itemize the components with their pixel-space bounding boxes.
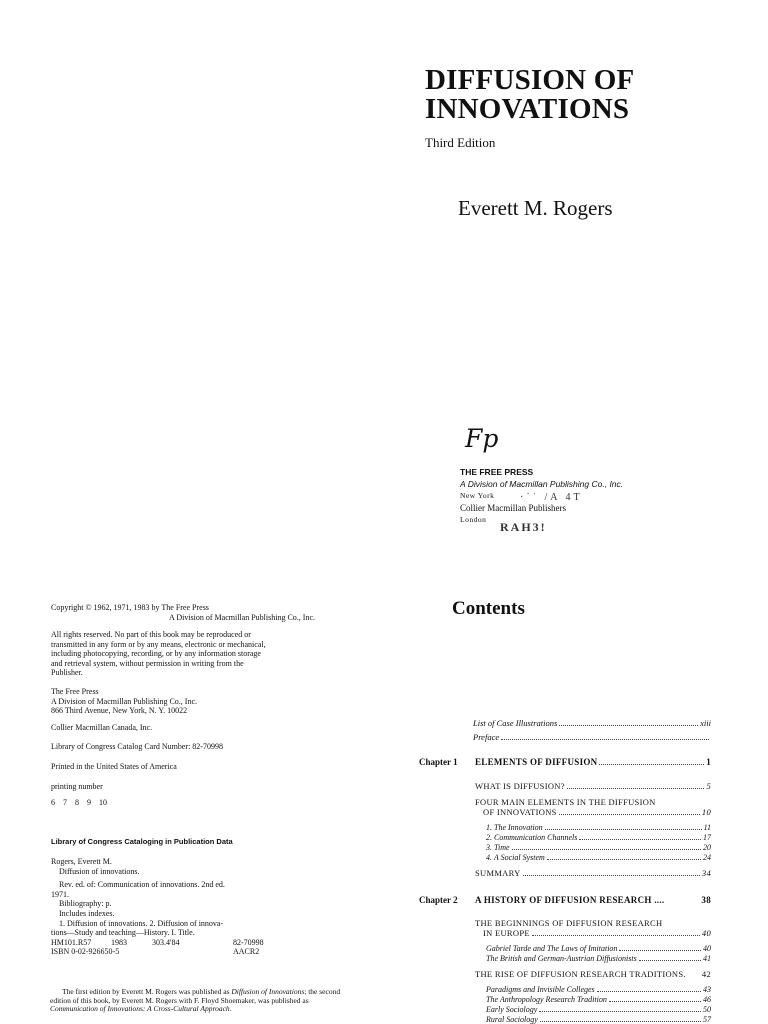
toc-entry-label: IN EUROPE <box>483 928 530 938</box>
toc-subentry[interactable] <box>486 995 711 1004</box>
toc-leader-dots <box>545 829 702 830</box>
footnote-part: Communication of Innovations: A Cross-Cultural Approach. <box>50 1004 232 1014</box>
toc-entry-page: 20 <box>703 843 711 852</box>
toc-entry-label: The Anthropology Research Tradition <box>486 995 607 1004</box>
toc-subentry[interactable] <box>486 823 711 832</box>
toc-entry-page: 38 <box>701 895 711 905</box>
cip-line: Rev. ed. of: Communication of innovations. 2nd ed. <box>59 880 225 890</box>
cip-line: 1971. <box>51 889 69 899</box>
cip-line: tions—Study and teaching—History. I. Title. <box>51 928 195 938</box>
toc-entry-page: 10 <box>701 807 711 817</box>
toc-leader-dots <box>609 1001 701 1002</box>
cip-data <box>51 857 331 957</box>
toc-subentry[interactable] <box>486 1015 711 1024</box>
cip-line: Bibliography: p. <box>59 899 112 909</box>
toc-entry-label: 3. Time <box>486 843 510 852</box>
toc-entry-label: SUMMARY <box>475 868 521 878</box>
toc-subentry[interactable] <box>486 833 711 842</box>
cip-block <box>51 837 331 847</box>
toc-leader-dots <box>523 875 700 876</box>
toc-leader-dots <box>559 814 700 815</box>
toc-entry[interactable] <box>475 781 711 791</box>
footnote-part: The first edition by Everett M. Rogers was published as <box>62 987 232 996</box>
toc-entry[interactable] <box>475 969 711 979</box>
book-title-line-2: INNOVATIONS <box>425 93 630 125</box>
address-line: The Free Press <box>51 687 99 696</box>
copyright-notice <box>51 603 331 622</box>
toc-entry-page: 57 <box>703 1015 711 1024</box>
toc-subentry[interactable] <box>486 843 711 852</box>
library-stamp-2: RAH3! <box>500 520 547 534</box>
toc-entry-page: 50 <box>703 1005 711 1014</box>
cip-isbn-row <box>51 947 331 957</box>
toc-entry-label: FOUR MAIN ELEMENTS IN THE DIFFUSION <box>475 797 656 807</box>
rights-line: transmitted in any form or by any means, electronic or mechanical, <box>51 639 266 649</box>
toc-entry-page: 41 <box>703 954 711 963</box>
toc-entry-page: 40 <box>703 944 711 953</box>
copyright-line-1: Copyright © 1962, 1971, 1983 by The Free Press <box>51 603 209 612</box>
publisher-city-1: New York <box>460 491 495 500</box>
toc-leader-dots <box>579 839 701 840</box>
publisher-city-2: London <box>460 515 487 524</box>
toc-entry-page: 46 <box>703 995 711 1004</box>
toc-entry-label: A HISTORY OF DIFFUSION RESEARCH .... <box>475 895 665 905</box>
cip-cell: 82-70998 <box>233 937 264 947</box>
toc-entry-label: OF INNOVATIONS <box>483 807 557 817</box>
toc-entry-label: The British and German-Austrian Diffusionists <box>486 954 637 963</box>
toc-chapter-entry[interactable] <box>475 757 711 767</box>
toc-entry-page: 40 <box>701 928 711 938</box>
rights-statement <box>51 630 331 678</box>
toc-entry-label: THE BEGINNINGS OF DIFFUSION RESEARCH <box>475 918 663 928</box>
publisher-division: A Division of Macmillan Publishing Co., Inc. <box>460 479 624 489</box>
toc-leader-dots <box>501 739 709 740</box>
rights-line: Publisher. <box>51 668 83 678</box>
contents-heading: Contents <box>452 598 525 619</box>
toc-subentry[interactable] <box>486 954 711 963</box>
toc-entry-page: 42 <box>701 969 711 979</box>
toc-leader-dots <box>540 1021 701 1022</box>
printing-numbers: 6 7 8 9 10 <box>51 798 107 807</box>
toc-entry-label: Preface <box>473 732 500 742</box>
author-name: Everett M. Rogers <box>458 196 613 220</box>
toc-entry-label: THE RISE OF DIFFUSION RESEARCH TRADITIONS. <box>475 969 686 979</box>
toc-leader-dots <box>539 1011 701 1012</box>
toc-entry-page: 43 <box>703 985 711 994</box>
chapter-label: Chapter 2 <box>419 895 458 905</box>
cip-line: Rogers, Everett M. <box>51 857 112 866</box>
footnote-part: ; the second edition of this book, by Everett M. Rogers with F. Floyd Shoemaker, was published as <box>50 987 341 1005</box>
library-stamp-1: ·˙ˈ /A 4Ƭ <box>520 492 583 503</box>
toc-subentry[interactable] <box>486 853 711 862</box>
toc-subentry[interactable] <box>486 985 711 994</box>
toc-entry-label: 4. A Social System <box>486 853 545 862</box>
printed-in-line: Printed in the United States of America <box>51 762 177 771</box>
toc-entry-label: Rural Sociology <box>486 1015 538 1024</box>
toc-leader-dots <box>597 991 701 992</box>
toc-subentry[interactable] <box>486 944 711 953</box>
toc-chapter-entry[interactable] <box>475 895 711 905</box>
toc-subentry[interactable] <box>486 1005 711 1014</box>
toc-entry-page: 24 <box>703 853 711 862</box>
toc-leader-dots <box>619 950 701 951</box>
copyright-line-2: A Division of Macmillan Publishing Co., Inc. <box>169 612 315 622</box>
toc-entry[interactable] <box>473 718 711 728</box>
toc-entry-label: WHAT IS DIFFUSION? <box>475 781 565 791</box>
toc-leader-dots <box>567 788 705 789</box>
publisher-name: THE FREE PRESS <box>460 467 534 477</box>
cip-cell: ISBN 0-02-926650-5 <box>51 947 120 957</box>
toc-entry-label: 1. The Innovation <box>486 823 543 832</box>
toc-entry[interactable] <box>473 732 711 742</box>
rights-line: including photocopying, recording, or by any information storage <box>51 649 261 659</box>
toc-entry-page: 1 <box>706 757 711 767</box>
book-title <box>425 66 634 124</box>
edition-label: Third Edition <box>425 135 496 150</box>
cip-line: Includes indexes. <box>59 908 115 918</box>
toc-entry-page: 5 <box>706 781 711 791</box>
book-title-line-1: DIFFUSION OF <box>425 64 635 96</box>
toc-entry-label: Gabriel Tarde and The Laws of Imitation <box>486 944 618 953</box>
toc-entry-page: xiii <box>700 718 711 728</box>
toc-entry-page: 34 <box>701 868 711 878</box>
cip-title: Library of Congress Cataloging in Publication Data <box>51 837 233 846</box>
address-line: 866 Third Avenue, New York, N. Y. 10022 <box>51 706 188 716</box>
toc-entry-label: Early Sociology <box>486 1005 538 1014</box>
lccn-line: Library of Congress Catalog Card Number: 82-70998 <box>51 742 223 751</box>
publisher-2: Collier Macmillan Publishers <box>460 503 566 513</box>
toc-entry[interactable] <box>475 868 711 878</box>
toc-entry[interactable] <box>483 807 711 817</box>
printing-number-label: printing number <box>51 782 103 791</box>
cip-cell: AACR2 <box>233 947 260 957</box>
toc-leader-dots <box>512 849 701 850</box>
toc-leader-dots <box>532 935 700 936</box>
toc-leader-dots <box>639 960 701 961</box>
toc-leader-dots <box>599 764 704 765</box>
rights-line: All rights reserved. No part of this book may be reproduced or <box>51 630 251 639</box>
cip-cell: 1983 <box>111 937 127 947</box>
toc-entry-page: 11 <box>703 823 711 832</box>
chapter-label: Chapter 1 <box>419 757 458 767</box>
canada-publisher: Collier Macmillan Canada, Inc. <box>51 723 153 732</box>
toc-entry-label: 2. Communication Channels <box>486 833 578 842</box>
cip-line: Diffusion of innovations. <box>59 866 140 876</box>
toc-entry[interactable] <box>483 928 711 938</box>
toc-leader-dots <box>559 725 698 726</box>
toc-entry-label: Paradigms and Invisible Colleges <box>486 985 595 994</box>
cip-cell: 303.4'84 <box>152 937 180 947</box>
free-press-logo: Fp <box>465 424 499 453</box>
toc-entry-label: ELEMENTS OF DIFFUSION <box>475 757 598 767</box>
footnote-part: Diffusion of Innovations <box>231 987 305 996</box>
cip-classification-row <box>51 938 331 948</box>
toc-entry-label: List of Case Illustrations <box>473 718 558 728</box>
publisher-address <box>51 687 331 716</box>
cip-line: 1. Diffusion of innovations. 2. Diffusion of innova- <box>59 918 224 928</box>
toc-leader-dots <box>547 859 701 860</box>
address-line: A Division of Macmillan Publishing Co., Inc. <box>51 696 197 706</box>
cip-cell: HM101.R57 <box>51 937 92 947</box>
toc-entry-page: 17 <box>703 833 711 842</box>
rights-line: and retrieval system, without permission in writing from the <box>51 658 244 668</box>
edition-footnote <box>50 988 350 1014</box>
